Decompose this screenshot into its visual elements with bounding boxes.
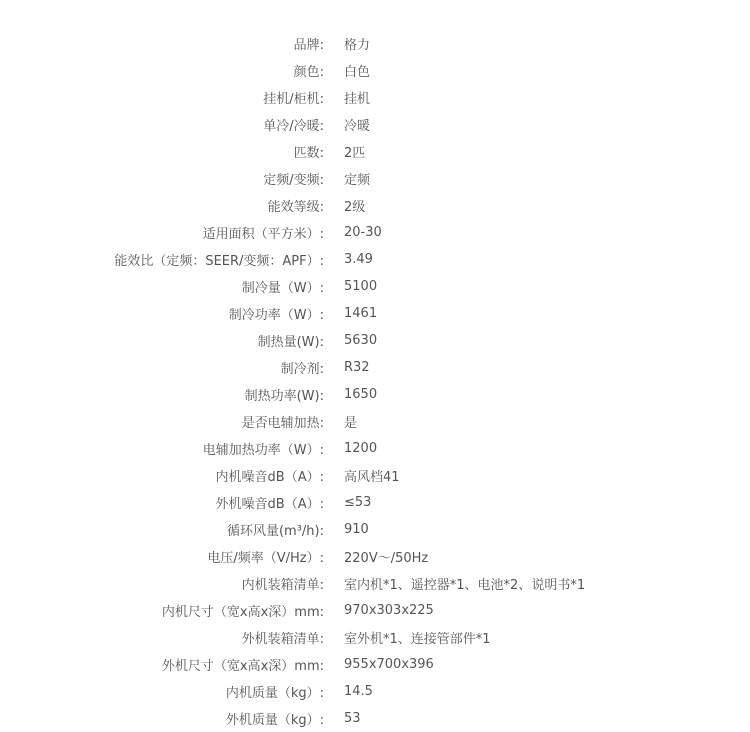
spec-row-refrigerant	[0, 354, 750, 381]
spec-row-indoor-dimensions	[0, 597, 750, 624]
spec-value: 220V～/50Hz	[344, 551, 429, 566]
spec-label: 循环风量(m³/h):	[226, 524, 324, 539]
spec-value: 970x303x225	[344, 603, 434, 618]
spec-label: 制热功率(W):	[244, 389, 324, 404]
spec-value: 格力	[344, 38, 371, 53]
spec-row-indoor-noise	[0, 462, 750, 489]
spec-label: 外机尺寸（宽x高x深）mm:	[161, 659, 324, 674]
spec-label: 定频/变频:	[263, 173, 324, 188]
spec-label: 电辅加热功率（W）:	[202, 443, 324, 458]
spec-label: 内机噪音dB（A）:	[215, 470, 324, 485]
spec-row-outdoor-weight	[0, 705, 750, 732]
spec-row-cooling-power	[0, 300, 750, 327]
spec-row-electric-aux-heating	[0, 408, 750, 435]
spec-value: 2级	[344, 200, 366, 215]
spec-value: 20-30	[344, 225, 382, 240]
spec-label: 能效等级:	[267, 200, 324, 215]
spec-value: 5100	[344, 279, 378, 294]
spec-label: 外机质量（kg）:	[225, 713, 324, 728]
spec-value: 挂机	[344, 92, 371, 107]
spec-label: 能效比（定频：SEER/变频：APF）:	[114, 254, 324, 269]
spec-row-outdoor-dimensions	[0, 651, 750, 678]
spec-value: 室内机*1、遥控器*1、电池*2、说明书*1	[344, 578, 586, 593]
spec-value: 14.5	[344, 684, 373, 699]
spec-row-cooling-heating	[0, 111, 750, 138]
spec-row-airflow	[0, 516, 750, 543]
spec-row-outdoor-noise	[0, 489, 750, 516]
spec-label: 内机装箱清单:	[241, 578, 324, 593]
spec-value: 是	[344, 416, 358, 431]
spec-row-aux-heating-power	[0, 435, 750, 462]
spec-label: 是否电辅加热:	[241, 416, 324, 431]
spec-row-area	[0, 219, 750, 246]
spec-row-outdoor-packing-list	[0, 624, 750, 651]
spec-value: R32	[344, 360, 370, 375]
spec-label: 内机质量（kg）:	[225, 686, 324, 701]
spec-value: 955x700x396	[344, 657, 434, 672]
spec-value: 1461	[344, 306, 378, 321]
spec-row-efficiency-grade	[0, 192, 750, 219]
spec-row-efficiency-ratio	[0, 246, 750, 273]
spec-row-voltage-frequency	[0, 543, 750, 570]
spec-label: 单冷/冷暖:	[263, 119, 324, 134]
spec-row-indoor-packing-list	[0, 570, 750, 597]
spec-row-indoor-weight	[0, 678, 750, 705]
spec-row-heating-capacity	[0, 327, 750, 354]
spec-row-cooling-capacity	[0, 273, 750, 300]
spec-value: 2匹	[344, 146, 366, 161]
spec-value: 定频	[344, 173, 371, 188]
spec-label: 外机装箱清单:	[241, 632, 324, 647]
spec-label: 制冷功率（W）:	[228, 308, 324, 323]
spec-value: 3.49	[344, 252, 373, 267]
spec-row-color	[0, 57, 750, 84]
spec-row-brand	[0, 30, 750, 57]
spec-value: 5630	[344, 333, 378, 348]
spec-value: 910	[344, 522, 369, 537]
spec-value: 1200	[344, 441, 378, 456]
spec-row-frequency-type	[0, 165, 750, 192]
spec-row-mount-type	[0, 84, 750, 111]
spec-row-horsepower	[0, 138, 750, 165]
spec-value: 53	[344, 711, 361, 726]
spec-label: 匹数:	[293, 146, 324, 161]
spec-value: 高风档41	[344, 470, 400, 485]
spec-label: 外机噪音dB（A）:	[215, 497, 324, 512]
spec-value: 1650	[344, 387, 378, 402]
spec-label: 制冷量（W）:	[241, 281, 324, 296]
spec-label: 制热量(W):	[257, 335, 324, 350]
spec-label: 制冷剂:	[280, 362, 324, 377]
spec-label: 品牌:	[293, 38, 324, 53]
spec-label: 电压/频率（V/Hz）:	[207, 551, 324, 566]
spec-value: 白色	[344, 65, 371, 80]
spec-value: 冷暖	[344, 119, 371, 134]
spec-label: 颜色:	[293, 65, 324, 80]
spec-value: ≤53	[344, 495, 372, 510]
spec-label: 适用面积（平方米）:	[202, 227, 324, 242]
spec-row-heating-power	[0, 381, 750, 408]
spec-table	[0, 30, 750, 732]
spec-value: 室外机*1、连接管部件*1	[344, 632, 491, 647]
spec-label: 内机尺寸（宽x高x深）mm:	[161, 605, 324, 620]
spec-label: 挂机/柜机:	[263, 92, 324, 107]
